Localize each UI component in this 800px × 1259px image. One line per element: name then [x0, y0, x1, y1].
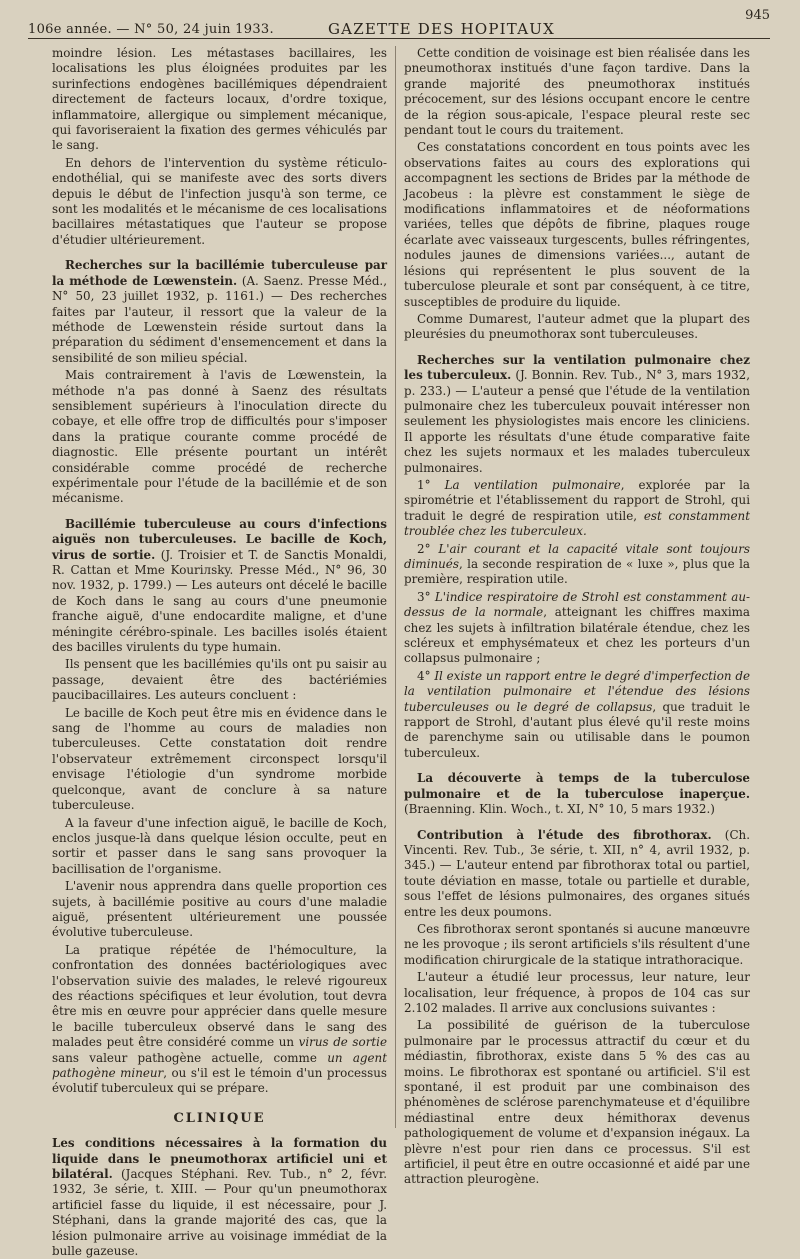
paragraph: Ils pensent que les bacillémies qu'ils ont pu saisir au passage, devaient être des bactériémies paucibacillaires. Les auteurs concluent : — [52, 657, 387, 703]
article-text: L'auteur entend par fibrothorax total ou partiel, toute déviation en masse, totale ou partielle et durable, sous l'effet de lésions pulmonaires, des organes situés entre les deux poumons. — [404, 858, 750, 919]
article-reference: (Braenning. Klin. Woch., t. XI, N° 10, 5 mars 1932.) — [404, 802, 715, 817]
paragraph: Mais contrairement à l'avis de Lœwenstein, la méthode n'a pas donné à Saenz des résultats sensiblement supérieurs à l'inoculation directe du cobaye, et elle offre trop de difficultés pour s'imposer dans la pratique courante comme procédé de diagnostic. Elle présente pourtant un intérêt considérable comme procédé de recherche expérimentale pour l'étude de la bacillémie et de son mécanisme. — [52, 368, 387, 506]
article-title: Recherches sur la ventilation pulmonaire chez les tuberculeux. — [404, 352, 750, 383]
text-run: 4° — [417, 668, 435, 683]
article-text: — Pour qu'un pneumothorax artificiel fasse du liquide, il est nécessaire, pour J. Stéphani, dans la grande majorité des cas, que la lésion pulmonaire arrive au voisinage immédiat de la bulle gazeuse. — [52, 1182, 387, 1259]
paragraph: L'auteur a étudié leur processus, leur nature, leur localisation, leur fréquence, à propos de 104 cas sur 2.102 malades. Il arrive aux conclusions suivantes : — [404, 970, 750, 1015]
italic-run: La ventilation pulmonaire — [444, 477, 621, 492]
article-reference: (J. Bonnin. Rev. Tub., N° 3, mars 1932, p. 233.) — — [404, 368, 750, 398]
paragraph: Ces fibrothorax seront spontanés si aucune manœuvre ne les provoque ; ils seront artificiels s'ils résultent d'une modification chirurgicale de la statique intrathoracique. — [404, 921, 750, 967]
article-title: La découverte à temps de la tuberculose pulmonaire et de la tuberculose inaperçue. — [404, 771, 750, 801]
article-reference: (A. Saenz. Presse Méd., N° 50, 23 juillet 1932, p. 1161.) — — [52, 273, 387, 304]
italic-run: L'indice respiratoire de Strohl est constamment au-dessus de la normale — [404, 589, 750, 620]
article-reference: (J. Troisier et T. de Sanctis Monaldi, R. Cattan et Mme Kouriлsky. Presse Méd., N° 96, 30 nov. 1932, p. 1799.) — — [52, 547, 387, 593]
paragraph: Cette condition de voisinage est bien réalisée dans les pneumothorax institués d'une façon tardive. Dans la grande majorité des pneumothorax institués précocement, sur des lésions occupant encore le centre de la région sous-apicale, l'espace pleural reste sec pendant tout le cours du traitement. — [404, 46, 750, 138]
conclusion-item — [404, 542, 750, 588]
paragraph: L'avenir nous apprendra dans quelle proportion ces sujets, à bacillémie positive au cours d'une maladie aiguë, présentent ultérieurement une poussée évolutive tuberculeuse. — [52, 879, 387, 940]
article-text: Des recherches faites par l'auteur, il ressort que la valeur de la méthode de Lœwenstein réside surtout dans la préparation du sédiment d'ensemencement et dans la sensibilité de son milieu spécial. — [52, 289, 388, 365]
italic-run: un agent pathogène mineur — [52, 1050, 387, 1080]
right-column — [404, 46, 750, 1187]
section-heading-clinique: CLINIQUE — [173, 1110, 266, 1126]
text-run: 2° — [417, 541, 439, 556]
page-number: 945 — [745, 8, 770, 23]
left-column — [52, 46, 388, 1259]
article-vincenti — [404, 828, 750, 920]
article-reference: (Jacques Stéphani. Rev. Tub., n° 2, févr. 1932, 3e série, t. XIII. — [52, 1167, 387, 1197]
conclusion-item — [404, 590, 750, 667]
text-run: 1° — [417, 477, 445, 492]
conclusion-item — [404, 478, 750, 540]
article-stephani — [52, 1136, 387, 1259]
paragraph: La possibilité de guérison de la tuberculose pulmonaire par le processus attractif du cœur et du médiastin, fibrothorax, existe dans 5 % des cas au moins. Le fibrothorax est spontané ou artificiel. S'il est spontané, il est produit par une combinaison des phénomènes de sclérose parenchymateuse et d'équilibre médiastinal entre deux hémithorax devenus pathologiquement de volume et d'expansion inégaux. La plèvre n'est pour rien dans ce processus. S'il est artificiel, il peut être en outre occasionné et aidé par une attraction pleurogène. — [404, 1018, 750, 1187]
issue-info: 106e année. — N° 50, 24 juin 1933. — [28, 22, 274, 37]
text-run: La pratique répétée de l'hémoculture, la confrontation des données bactériologiques avec l'observation suivie des malades, le relevé rigoureux des réactions spécifiques et leur évolution, tout devra être mis en œuvre pour apprécier dans quelle mesure le bacille tuberculeux observé dans le sang des malades peut être considéré comme un — [52, 942, 387, 1050]
article-saenz — [52, 258, 387, 366]
text-run: sans valeur pathogène actuelle, comme — [52, 1050, 328, 1065]
italic-run: est constamment troublée chez les tuberculeux. — [404, 508, 750, 539]
paragraph: En dehors de l'intervention du système réticulo-endothélial, qui se manifeste avec des sorts divers depuis le début de l'infection jusqu'à son terme, ce sont les modalités et le mécanisme de ces localisations bacillaires métastatiques que l'auteur se propose d'étudier ultérieurement. — [52, 155, 387, 247]
paragraph — [52, 943, 387, 1097]
text-run: , que traduit le rapport de Strohl, d'autant plus élevé qu'il reste moins de parenchyme sain ou utilisable dans le poumon tuberculeux. — [404, 699, 750, 760]
conclusion-item — [404, 669, 750, 761]
article-text: L'auteur a pensé que l'étude de la ventilation pulmonaire chez les tuberculeux pouvait intéresser non seulement les physiologistes mais encore les cliniciens. Il apporte les résultats d'une étude comparative faite chez les sujets normaux et les malades tuberculeux pulmonaires. — [404, 383, 750, 475]
italic-run: L'air courant et la capacité vitale sont toujours diminués — [404, 541, 750, 571]
journal-title: GAZETTE DES HOPITAUX — [328, 20, 555, 38]
text-run: , ou s'il est le témoin d'un processus évolutif tuberculeux qui se prépare. — [52, 1066, 387, 1096]
text-run: 3° — [417, 589, 435, 604]
text-run: , atteignant les chiffres maxima chez les sujets à infiltration bilatérale étendue, chez les scléreux et emphysémateux et chez les porteurs d'un collapsus pulmonaire ; — [404, 605, 750, 666]
article-title: Recherches sur la bacillémie tuberculeuse par la méthode de Lœwenstein. — [52, 258, 387, 288]
italic-run: virus de sortie — [298, 1035, 387, 1050]
italic-run: Il existe un rapport entre le degré d'imperfection de la ventilation pulmonaire et l'étendue des lésions tuberculeuses ou le degré de collapsus — [404, 668, 750, 714]
column-divider — [395, 46, 396, 1128]
article-troisier — [52, 517, 387, 656]
article-bonnin — [404, 353, 750, 476]
article-braenning — [404, 771, 750, 817]
text-run: , la seconde respiration de « luxe », plus que la première, respiration utile. — [404, 557, 750, 587]
running-header — [28, 8, 770, 39]
article-text: Les auteurs ont décelé le bacille de Koch dans le sang au cours d'une pneumonie franche aiguë, d'une endocardite maligne, et d'une méningite cérébro-spinale. Les bacilles isolés étaient des bacilles virulents du type humain. — [52, 578, 387, 655]
text-run: , explorée par la spirométrie et l'établissement du rapport de Strohl, qui traduit le degré de respiration utile, — [404, 477, 750, 523]
article-title: Contribution à l'étude des fibrothorax. — [417, 827, 712, 842]
paragraph: Ces constatations concordent en tous points avec les observations faites au cours des explorations qui accompagnent les sections de Brides par la méthode de Jacobeus : la plèvre est constamment le siège de modifications inflammatoires et de néoformations variées, telles que dépôts de fibrine, plaques rouge écarlate avec vaisseaux turgescents, bulles réfringentes, nodules jaunes de dimensions variées..., autant de lésions qui représentent le plus souvent de la tuberculose pleurale et sont par conséquent, à ce titre, susceptibles de produire du liquide. — [404, 140, 750, 309]
paragraph: Le bacille de Koch peut être mis en évidence dans le sang de l'homme au cours de maladies non tuberculeuses. Cette constatation doit rendre l'observateur extrêmement circonspect lorsqu'il envisage l'étiologie d'un syndrome morbide quelconque, avant de conclure à sa nature tuberculeuse. — [52, 705, 387, 813]
paragraph: moindre lésion. Les métastases bacillaires, les localisations les plus éloignées produites par les surinfections endogènes bacillémiques dépendraient directement de facteurs locaux, d'ordre toxique, inflammatoire, allergique ou simplement mécanique, qui favoriseraient la fixation des germes véhiculés par le sang. — [52, 46, 387, 153]
paragraph: Comme Dumarest, l'auteur admet que la plupart des pleurésies du pneumothorax sont tuberculeuses. — [404, 311, 750, 342]
article-title: Les conditions nécessaires à la formation du liquide dans le pneumothorax artificiel uni et bilatéral. — [52, 1136, 387, 1182]
article-reference: (Ch. Vincenti. Rev. Tub., 3e série, t. XII, n° 4, avril 1932, p. 345.) — — [404, 827, 750, 873]
article-title: Bacillémie tuberculeuse au cours d'infections aiguës non tuberculeuses. Le bacille de Koch, virus de sortie. — [52, 516, 387, 562]
paragraph: A la faveur d'une infection aiguë, le bacille de Koch, enclos jusque-là dans quelque lésion occulte, peut en sortir et passer dans le sang sans provoquer la bacillisation de l'organisme. — [52, 815, 387, 876]
